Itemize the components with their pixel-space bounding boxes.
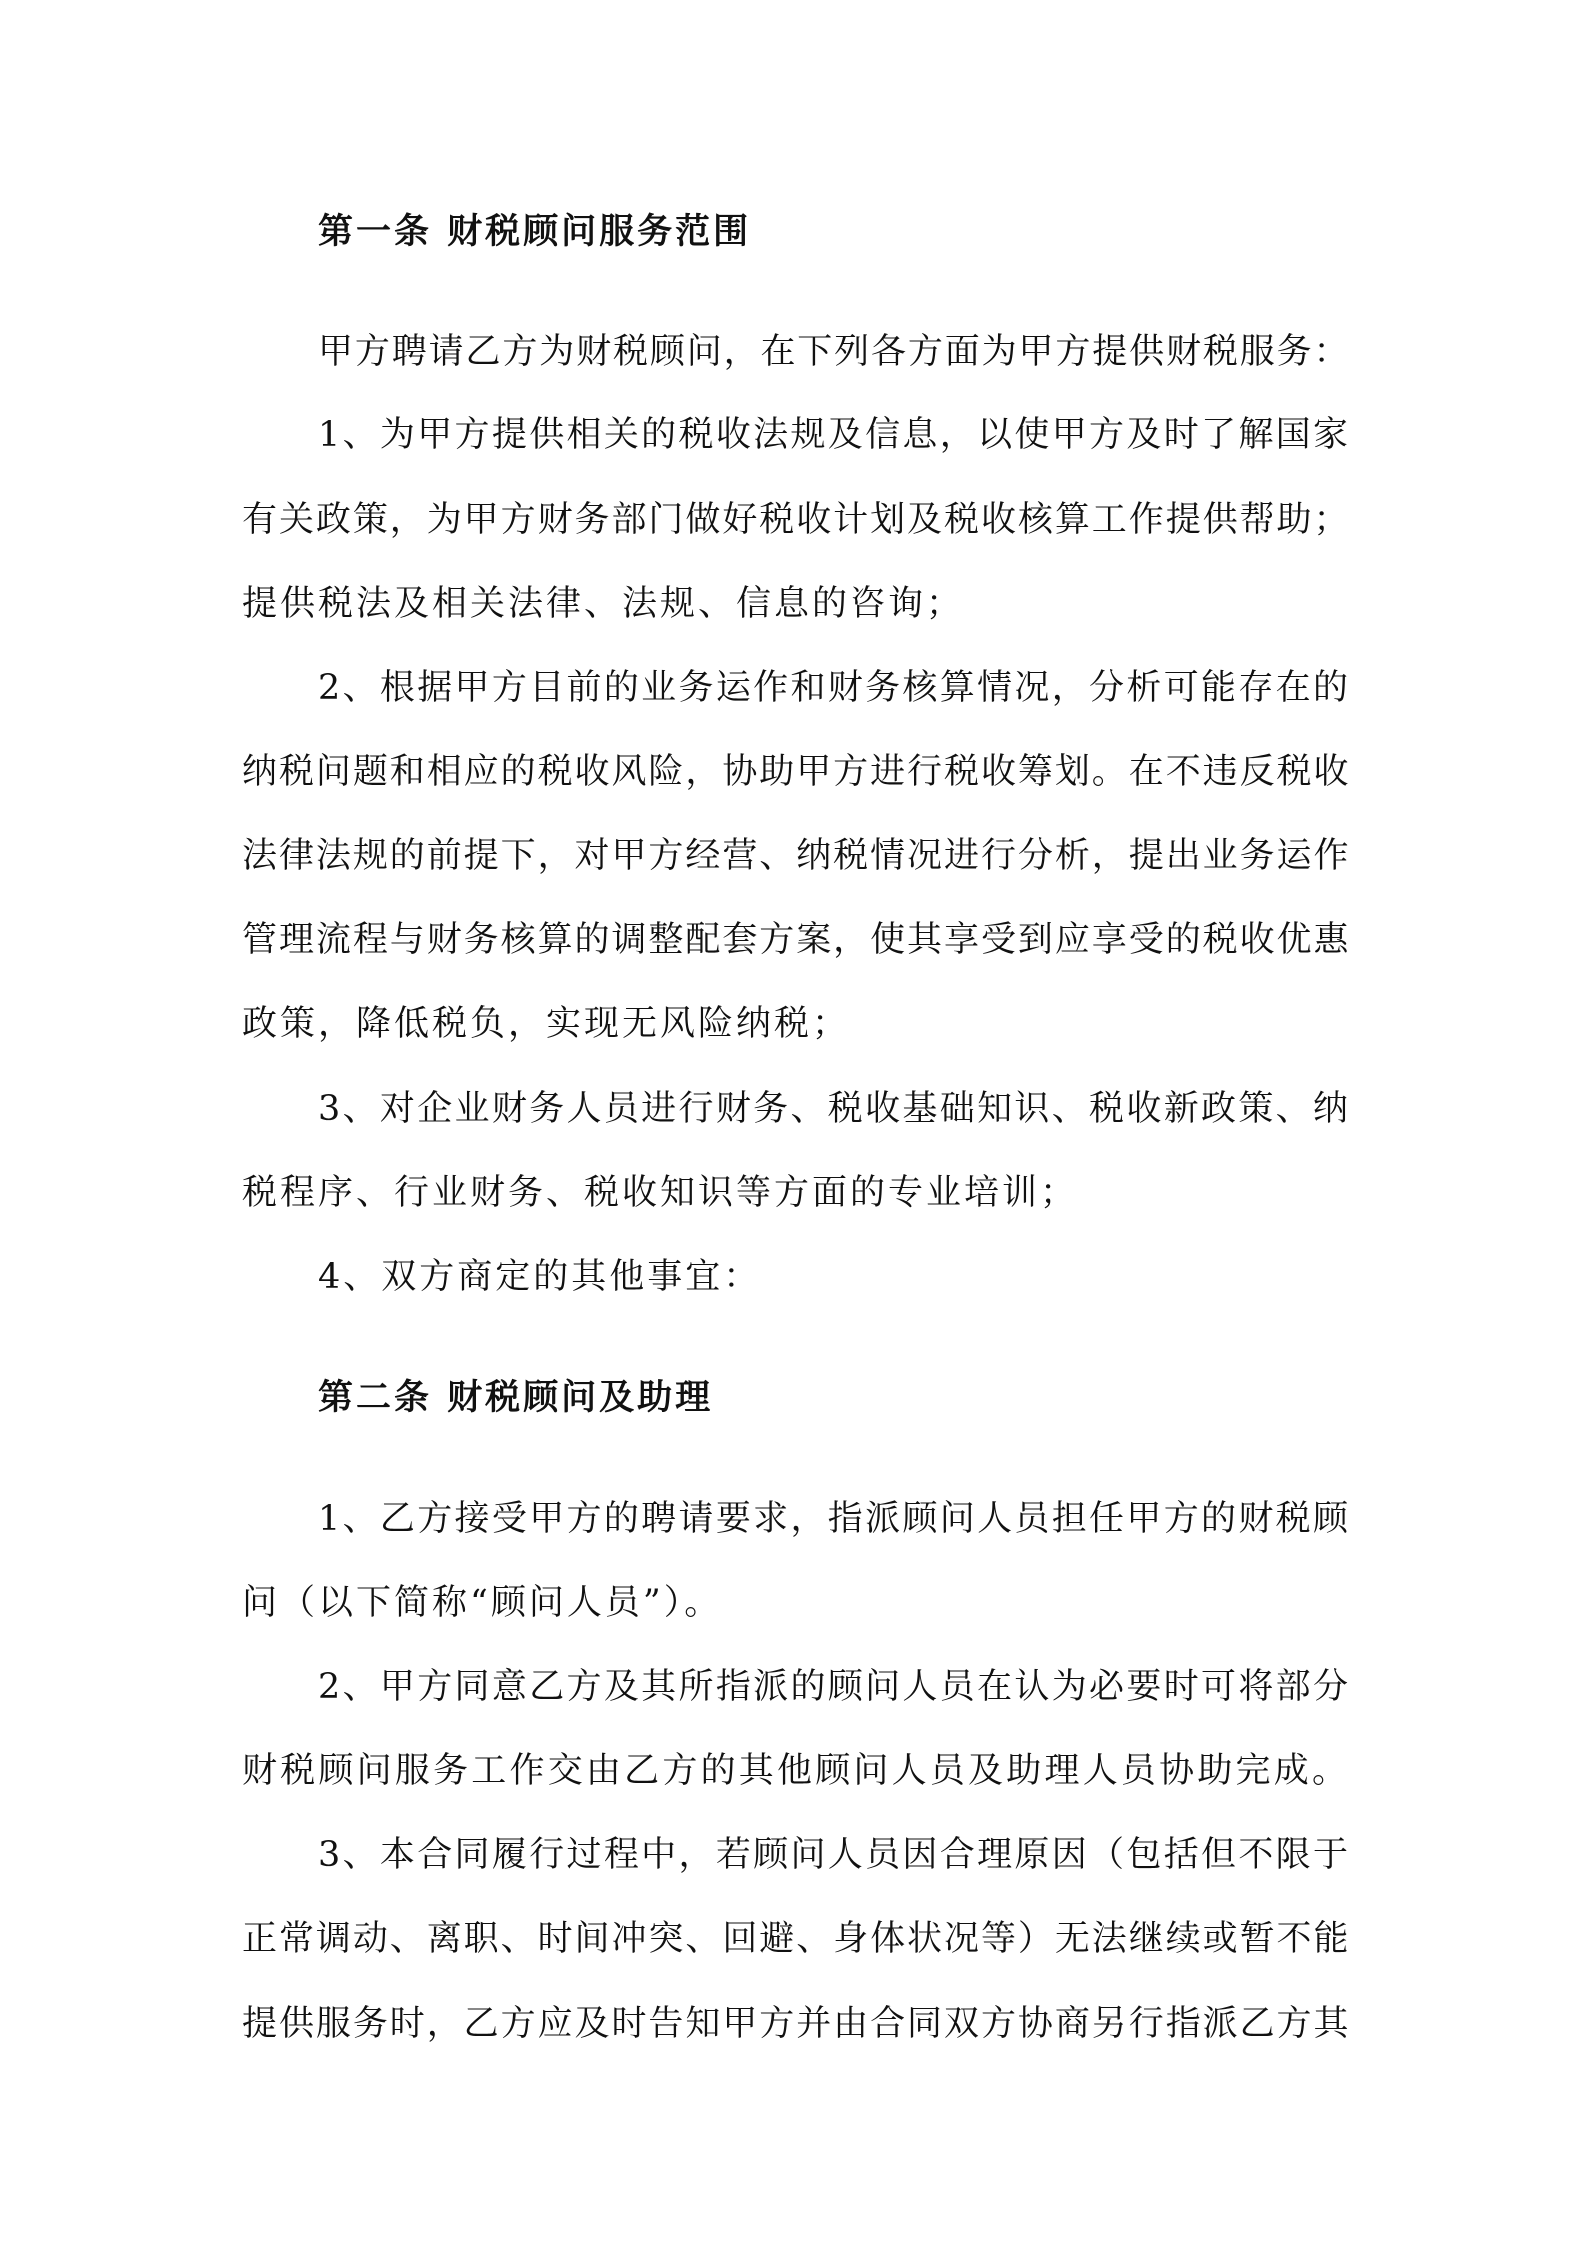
paragraph-line: 1、为甲方提供相关的税收法规及信息，以使甲方及时了解国家 (318, 415, 1350, 455)
paragraph-line: 甲方聘请乙方为财税顾问，在下列各方面为甲方提供财税服务： (318, 332, 1350, 372)
paragraph-line: 问（以下简称“顾问人员”）。 (242, 1583, 723, 1623)
section-heading-2: 第二条 财税顾问及助理 (318, 1377, 714, 1418)
paragraph-line: 法律法规的前提下，对甲方经营、纳税情况进行分析，提出业务运作 (242, 836, 1350, 876)
paragraph-line: 3、对企业财务人员进行财务、税收基础知识、税收新政策、纳 (318, 1089, 1350, 1129)
paragraph-line: 管理流程与财务核算的调整配套方案，使其享受到应享受的税收优惠 (242, 920, 1350, 960)
paragraph-line: 2、根据甲方目前的业务运作和财务核算情况，分析可能存在的 (318, 668, 1350, 708)
paragraph-line: 1、乙方接受甲方的聘请要求，指派顾问人员担任甲方的财税顾 (318, 1499, 1350, 1539)
paragraph-line: 3、本合同履行过程中，若顾问人员因合理原因（包括但不限于 (318, 1835, 1350, 1875)
paragraph-line: 提供税法及相关法律、法规、信息的咨询； (242, 584, 965, 624)
paragraph-line: 提供服务时，乙方应及时告知甲方并由合同双方协商另行指派乙方其 (242, 2004, 1350, 2044)
paragraph-line: 税程序、行业财务、税收知识等方面的专业培训； (242, 1173, 1079, 1213)
paragraph-line: 4、双方商定的其他事宜： (318, 1257, 762, 1297)
paragraph-line: 2、甲方同意乙方及其所指派的顾问人员在认为必要时可将部分 (318, 1667, 1350, 1707)
paragraph-line: 有关政策，为甲方财务部门做好税收计划及税收核算工作提供帮助； (242, 500, 1350, 540)
paragraph-line: 纳税问题和相应的税收风险，协助甲方进行税收筹划。在不违反税收 (242, 752, 1350, 792)
paragraph-line: 政策，降低税负，实现无风险纳税； (242, 1004, 851, 1044)
paragraph-line: 财税顾问服务工作交由乙方的其他顾问人员及助理人员协助完成。 (242, 1751, 1350, 1791)
section-heading-1: 第一条 财税顾问服务范围 (318, 211, 752, 252)
paragraph-line: 正常调动、离职、时间冲突、回避、身体状况等）无法继续或暂不能 (242, 1919, 1350, 1959)
